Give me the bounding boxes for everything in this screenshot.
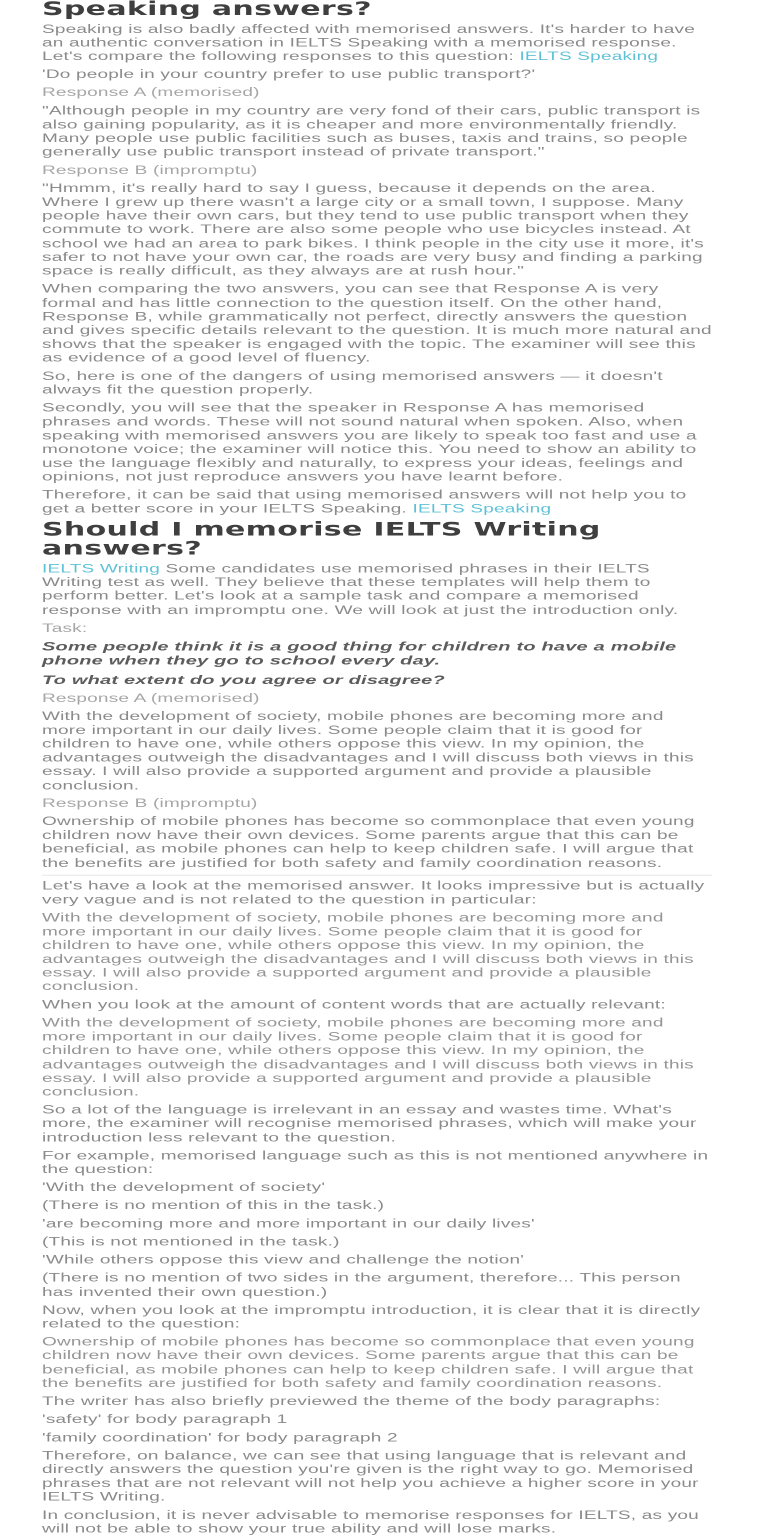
divider: [42, 875, 712, 876]
section-heading-writing: Should I memorise IELTS Writing answers?: [42, 518, 601, 560]
article-page: [42, 0, 712, 1536]
speaking-label-b: Response B (impromptu): [42, 164, 258, 178]
example-phrase: 'With the development of society': [42, 1181, 326, 1195]
example-note: (There is no mention of this in the task.): [42, 1199, 385, 1213]
quoted-response: With the development of society, mobile phones are becoming more and more important in our daily lives. Some people claim that it is good for children to have one, while others oppose this view. In my opinion, the advantages outweigh the disadvantages and I will discuss both views in this essay. I will also provide a supported argument and provide a plausible conclusion.: [42, 1016, 694, 1099]
section-heading-speaking: Speaking answers?: [42, 0, 372, 20]
example-note: (This is not mentioned in the task.): [42, 1235, 340, 1249]
speaking-response-a: "Although people in my country are very fond of their cars, public transport is also gaining popularity, as it is cheaper and more environmentally friendly. Many people use public facilities such as buses, taxis and trains, so people generally use public transport instead of private transport.": [42, 104, 701, 159]
writing-paragraph: In conclusion, it is never advisable to memorise responses for IELTS, as you will not be able to show your true ability and will lose marks.: [42, 1508, 699, 1536]
speaking-response-b: "Hmmm, it's really hard to say I guess, because it depends on the area. Where I grew up there wasn't a large city or a small town, I suppose. Many people have their own cars, but they tend to use public transport when they commute to work. There are also some people who use bicycles instead. At school we had an area to park bikes. I think people in the city use it more, it's safer to not have your own car, the roads are very busy and finding a parking space is really difficult, as they always are at rush hour.": [42, 182, 704, 278]
article-content: [42, 0, 712, 1536]
writing-paragraph: Therefore, on balance, we can see that using language that is relevant and directly answers the question you're given is the right way to go. Memorised phrases that are not relevant will not help you achieve a higher score in your IELTS Writing.: [42, 1449, 699, 1504]
theme-item: 'family coordination' for body paragraph 2: [42, 1431, 398, 1445]
writing-paragraph: For example, memorised language such as this is not mentioned anywhere in the question:: [42, 1149, 709, 1177]
example-phrase: 'While others oppose this view and challenge the notion': [42, 1253, 525, 1267]
ielts-writing-link[interactable]: IELTS Writing: [42, 562, 161, 576]
speaking-intro: Speaking is also badly affected with memorised answers. It's harder to have an authentic conversation in IELTS Speaking with a memorised response. Let's compare the following responses to this question: IELTS Speaking: [42, 22, 695, 64]
writing-paragraph: Let's have a look at the memorised answer. It looks impressive but is actually very vague and is not related to the question in particular:: [42, 879, 705, 907]
quoted-response: With the development of society, mobile phones are becoming more and more important in our daily lives. Some people claim that it is good for children to have one, while others oppose this view. In my opinion, the advantages outweigh the disadvantages and I will discuss both views in this essay. I will also provide a supported argument and provide a plausible conclusion.: [42, 911, 694, 994]
writing-label-b: Response B (impromptu): [42, 797, 258, 811]
example-phrase: 'are becoming more and more important in our daily lives': [42, 1217, 535, 1231]
writing-response-a: With the development of society, mobile phones are becoming more and more important in our daily lives. Some people claim that it is good for children to have one, while others oppose this view. In my opinion, the advantages outweigh the disadvantages and I will discuss both views in this essay. I will also provide a supported argument and provide a plausible conclusion.: [42, 710, 694, 793]
task-label: Task:: [42, 621, 88, 635]
ielts-speaking-link[interactable]: IELTS Speaking: [519, 50, 659, 64]
speaking-conclusion: Therefore, it can be said that using memorised answers will not help you to get a better score in your IELTS Speaking. IELTS Speaking: [42, 488, 687, 516]
speaking-label-a: Response A (memorised): [42, 86, 260, 100]
example-note: (There is no mention of two sides in the argument, therefore... This person has invented their own question.): [42, 1271, 681, 1299]
theme-item: 'safety' for body paragraph 1: [42, 1413, 288, 1427]
writing-intro: IELTS Writing Some candidates use memorised phrases in their IELTS Writing test as well. They believe that these templates will help them to perform better. Let's look at a sample task and compare a memorised response with an impromptu one. We will look at just the introduction only.: [42, 562, 679, 617]
task-question: To what extent do you agree or disagree?: [42, 673, 445, 687]
quoted-response: Ownership of mobile phones has become so commonplace that even young children now have their own devices. Some parents argue that this can be beneficial, as mobile phones can help to keep children safe. I will argue that the benefits are justified for both safety and family coordination reasons.: [42, 1335, 695, 1390]
speaking-paragraph: So, here is one of the dangers of using memorised answers — it doesn't always fit the question properly.: [42, 369, 663, 397]
writing-paragraph: When you look at the amount of content words that are actually relevant:: [42, 998, 666, 1012]
speaking-paragraph: When comparing the two answers, you can see that Response A is very formal and has little connection to the question itself. On the other hand, Response B, while grammatically not perfect, directly answers the question and gives specific details relevant to the question. It is much more natural and shows that the speaker is engaged with the topic. The examiner will see this as evidence of a good level of fluency.: [42, 282, 712, 365]
speaking-question: 'Do people in your country prefer to use public transport?': [42, 68, 536, 82]
writing-paragraph: Now, when you look at the impromptu introduction, it is clear that it is directly related to the question:: [42, 1303, 701, 1331]
ielts-speaking-link-2[interactable]: IELTS Speaking: [412, 502, 552, 516]
task-text: Some people think it is a good thing for children to have a mobile phone when they go to school every day.: [42, 639, 677, 669]
writing-paragraph: The writer has also briefly previewed the theme of the body paragraphs:: [42, 1395, 661, 1409]
speaking-paragraph: Secondly, you will see that the speaker in Response A has memorised phrases and words. These will not sound natural when spoken. Also, when speaking with memorised answers you are likely to speak too fast and use a monotone voice; the examiner will notice this. You need to show an ability to use the language flexibly and naturally, to express your ideas, feelings and opinions, not just reproduce answers you have learnt before.: [42, 401, 697, 484]
writing-paragraph: So a lot of the language is irrelevant in an essay and wastes time. What's more, the examiner will recognise memorised phrases, which will make your introduction less relevant to the question.: [42, 1103, 697, 1145]
writing-label-a: Response A (memorised): [42, 692, 260, 706]
writing-response-b: Ownership of mobile phones has become so commonplace that even young children now have their own devices. Some parents argue that this can be beneficial, as mobile phones can help to keep children safe. I will argue that the benefits are justified for both safety and family coordination reasons.: [42, 815, 695, 870]
